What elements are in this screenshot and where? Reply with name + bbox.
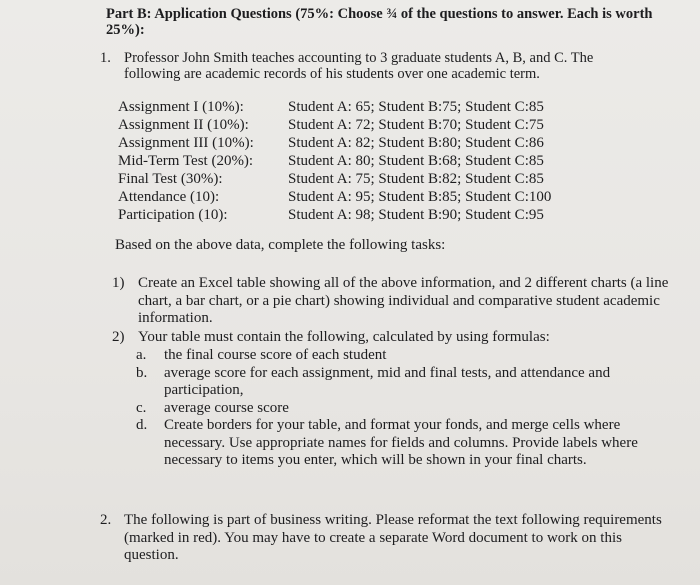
- record-label: Assignment II (10%):: [118, 117, 249, 133]
- record-value: Student A: 65; Student B:75; Student C:85: [288, 99, 544, 115]
- question-2-text: The following is part of business writing. Please reformat the text following requirements (marked in red). You may have to create a separate Word document to work on this question.: [124, 512, 662, 563]
- subtask-item: [136, 400, 672, 418]
- record-label: Assignment III (10%):: [118, 135, 254, 151]
- record-row: [118, 134, 551, 152]
- subtask-text: the final course score of each student: [164, 347, 387, 363]
- subtask-item: [136, 417, 672, 470]
- record-value: Student A: 98; Student B:90; Student C:95: [288, 207, 544, 223]
- academic-records: [118, 98, 551, 224]
- record-label: Mid-Term Test (20%):: [118, 153, 254, 169]
- record-row: [118, 98, 551, 116]
- record-label: Assignment I (10%):: [118, 99, 244, 115]
- subtask-text: average score for each assignment, mid and final tests, and attendance and participation,: [164, 364, 611, 398]
- record-row: [118, 206, 551, 224]
- record-row: [118, 188, 551, 206]
- record-row: [118, 170, 551, 188]
- record-row: [118, 116, 551, 134]
- subtask-letter: a.: [136, 347, 147, 363]
- subtask-letter: b.: [136, 364, 148, 381]
- record-value: Student A: 75; Student B:82; Student C:85: [288, 171, 544, 187]
- task-list: [112, 275, 672, 470]
- part-b-heading: Part B: Application Questions (75%: Choose ¾ of the questions to answer. Each is worth 25%):: [106, 6, 653, 38]
- record-label: Final Test (30%):: [118, 171, 223, 187]
- record-value: Student A: 82; Student B:80; Student C:86: [288, 135, 544, 151]
- task-instruction: Based on the above data, complete the following tasks:: [115, 237, 446, 253]
- subtask-letter: d.: [136, 417, 148, 433]
- question-1-text: Professor John Smith teaches accounting to 3 graduate students A, B, and C. The following are academic records of his students over one academic term.: [124, 50, 594, 82]
- task-text: Create an Excel table showing all of the above information, and 2 different charts (a line chart, a bar chart, or a pie chart) showing individual and comparative student academic information.: [138, 275, 669, 326]
- record-value: Student A: 72; Student B:70; Student C:75: [288, 117, 544, 133]
- task-item: [112, 275, 672, 328]
- task-item: [112, 329, 672, 347]
- subtask-item: [136, 365, 672, 400]
- record-value: Student A: 80; Student B:68; Student C:85: [288, 153, 544, 169]
- task-number: 1): [112, 275, 125, 291]
- subtask-text: Create borders for your table, and format your fonds, and merge cells where necessary. Use appropriate names for fields and columns. Provide labels where necessary to items you enter, which will be shown in your final charts.: [164, 417, 638, 468]
- question-1-number: 1.: [100, 50, 111, 66]
- task-number: 2): [112, 328, 125, 345]
- record-row: [118, 152, 551, 170]
- subtask-letter: c.: [136, 399, 147, 416]
- record-label: Participation (10):: [118, 207, 228, 223]
- record-label: Attendance (10):: [118, 189, 220, 205]
- record-value: Student A: 95; Student B:85; Student C:100: [288, 189, 552, 205]
- task-text: Your table must contain the following, calculated by using formulas:: [138, 328, 550, 345]
- subtask-text: average course score: [164, 399, 289, 416]
- question-2-number: 2.: [100, 512, 112, 528]
- subtask-item: [136, 347, 672, 365]
